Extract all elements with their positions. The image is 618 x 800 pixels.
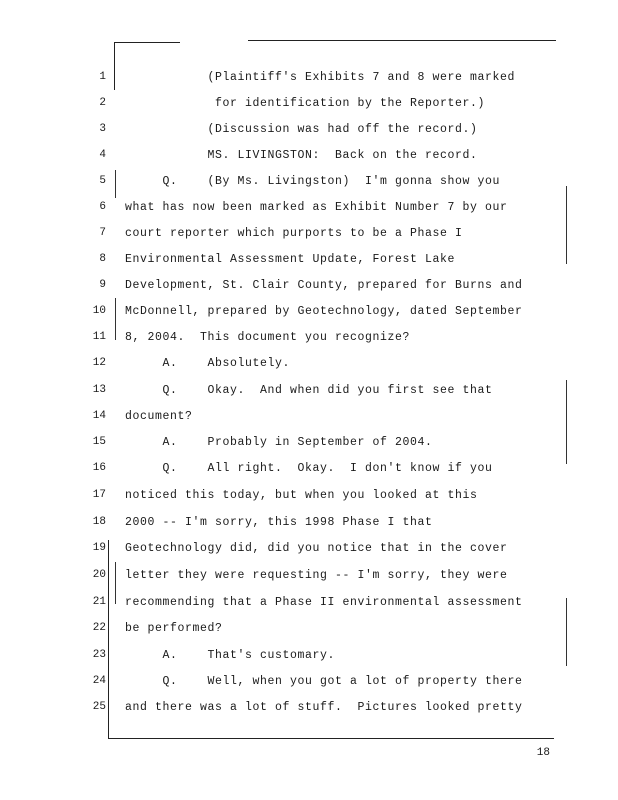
line-text: MS. LIVINGSTON: Back on the record. [125,149,478,162]
line-row [0,253,618,266]
line-text: 8, 2004. This document you recognize? [125,331,411,344]
line-number: 9 [99,279,106,291]
line-row [0,622,618,635]
line-number: 7 [99,227,106,239]
line-number: 12 [92,357,106,369]
line-number: 3 [99,123,106,135]
line-number: 10 [92,305,106,317]
line-row [0,516,618,529]
line-text: Q. Well, when you got a lot of property there [125,675,523,688]
line-row [0,357,618,370]
line-row [0,384,618,397]
line-number: 6 [99,201,106,213]
line-row [0,175,618,188]
line-text: for identification by the Reporter.) [125,97,486,110]
bottom-rule [108,738,554,739]
line-row [0,331,618,344]
line-text: document? [125,410,193,423]
line-row [0,489,618,502]
line-number: 2 [99,97,106,109]
line-number: 5 [99,175,106,187]
line-number: 8 [99,253,106,265]
line-number: 19 [92,542,106,554]
line-number: 14 [92,410,106,422]
line-text: 2000 -- I'm sorry, this 1998 Phase I that [125,516,433,529]
line-text: what has now been marked as Exhibit Number 7 by our [125,201,508,214]
line-row [0,71,618,84]
line-number: 16 [92,462,106,474]
line-text: Q. (By Ms. Livingston) I'm gonna show you [125,175,501,188]
line-text: be performed? [125,622,223,635]
line-row [0,462,618,475]
line-number: 15 [92,436,106,448]
line-number: 20 [92,569,106,581]
line-row [0,436,618,449]
line-number: 21 [92,596,106,608]
line-row [0,149,618,162]
line-number: 23 [92,649,106,661]
line-text: Q. All right. Okay. I don't know if you [125,462,493,475]
line-row [0,542,618,555]
line-row [0,227,618,240]
page-number: 18 [536,747,550,759]
line-number: 1 [99,71,106,83]
line-text: McDonnell, prepared by Geotechnology, dated September [125,305,523,318]
line-row [0,305,618,318]
line-number: 24 [92,675,106,687]
line-row [0,97,618,110]
line-row [0,410,618,423]
line-text: Geotechnology did, did you notice that in the cover [125,542,508,555]
top-rule-left [114,42,180,43]
line-number: 22 [92,622,106,634]
line-row [0,569,618,582]
line-text: Environmental Assessment Update, Forest Lake [125,253,456,266]
line-number: 13 [92,384,106,396]
line-row [0,675,618,688]
line-row [0,596,618,609]
line-text: recommending that a Phase II environmental assessment [125,596,523,609]
line-row [0,201,618,214]
line-number: 18 [92,516,106,528]
line-text: noticed this today, but when you looked at this [125,489,478,502]
line-row [0,279,618,292]
line-number: 25 [92,701,106,713]
line-text: court reporter which purports to be a Phase I [125,227,463,240]
line-text: Development, St. Clair County, prepared for Burns and [125,279,523,292]
line-text: (Discussion was had off the record.) [125,123,478,136]
line-text: letter they were requesting -- I'm sorry, they were [125,569,508,582]
line-text: A. That's customary. [125,649,336,662]
line-row [0,123,618,136]
line-number: 4 [99,149,106,161]
top-rule-right [248,40,556,41]
line-number: 11 [92,331,106,343]
line-text: A. Absolutely. [125,357,291,370]
line-text: Q. Okay. And when did you first see that [125,384,493,397]
line-row [0,701,618,714]
line-number: 17 [92,489,106,501]
line-text: and there was a lot of stuff. Pictures looked pretty [125,701,523,714]
line-text: (Plaintiff's Exhibits 7 and 8 were marked [125,71,516,84]
line-row [0,649,618,662]
line-text: A. Probably in September of 2004. [125,436,433,449]
